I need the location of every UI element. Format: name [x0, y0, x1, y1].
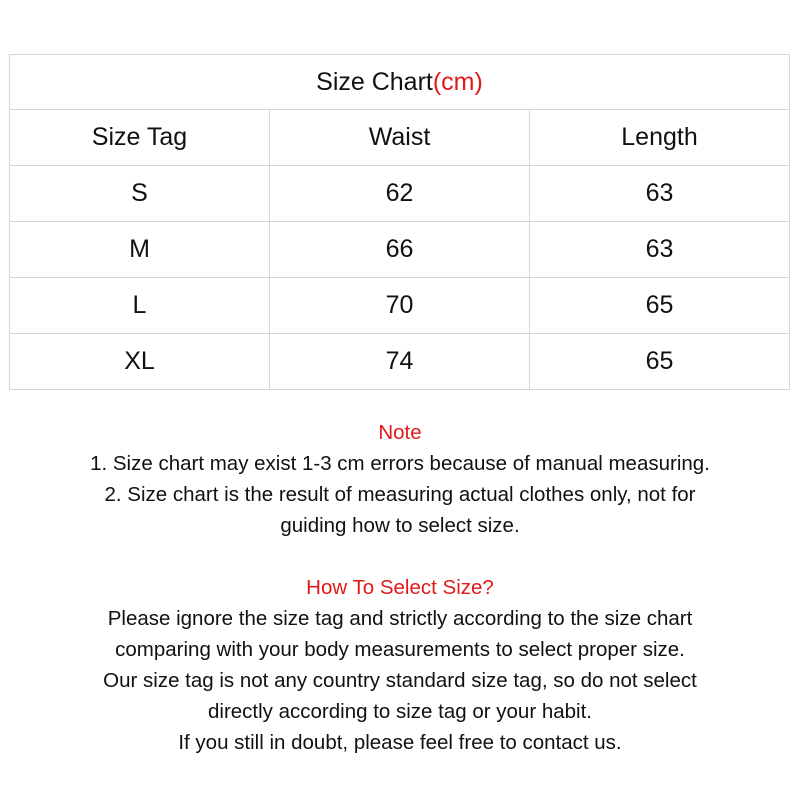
column-header-waist: Waist: [270, 110, 530, 166]
size-tag-cell: XL: [10, 334, 270, 390]
table-title-unit: (cm): [432, 67, 483, 96]
length-cell: 63: [530, 166, 790, 222]
table-row: [10, 166, 790, 222]
table-row: [10, 222, 790, 278]
table-row: [10, 278, 790, 334]
note-line: 2. Size chart is the result of measuring actual clothes only, not for: [104, 483, 696, 506]
waist-cell: 66: [270, 222, 530, 278]
size-chart-table: [9, 54, 790, 390]
how-to-line: comparing with your body measurements to select proper size.: [115, 638, 685, 661]
note-heading: Note: [378, 421, 422, 444]
notes-section: [0, 417, 800, 758]
column-header-length: Length: [530, 110, 790, 166]
size-tag-cell: S: [10, 166, 270, 222]
table-title-row: [10, 55, 790, 110]
length-cell: 63: [530, 222, 790, 278]
waist-cell: 62: [270, 166, 530, 222]
table-header-row: [10, 110, 790, 166]
how-to-line: Please ignore the size tag and strictly according to the size chart: [107, 607, 693, 630]
section-spacer: [0, 541, 800, 572]
table-title-text: Size Chart: [316, 67, 433, 96]
table-title: [10, 55, 790, 110]
length-cell: 65: [530, 334, 790, 390]
table-row: [10, 334, 790, 390]
how-to-line: directly according to size tag or your habit.: [208, 700, 592, 723]
how-to-select-heading: How To Select Size?: [306, 576, 494, 599]
how-to-line: Our size tag is not any country standard size tag, so do not select: [103, 669, 697, 692]
size-tag-cell: L: [10, 278, 270, 334]
note-line: guiding how to select size.: [280, 514, 520, 537]
note-line: 1. Size chart may exist 1-3 cm errors because of manual measuring.: [90, 452, 710, 475]
how-to-line: If you still in doubt, please feel free to contact us.: [178, 731, 622, 754]
length-cell: 65: [530, 278, 790, 334]
waist-cell: 70: [270, 278, 530, 334]
waist-cell: 74: [270, 334, 530, 390]
size-tag-cell: M: [10, 222, 270, 278]
column-header-size-tag: Size Tag: [10, 110, 270, 166]
